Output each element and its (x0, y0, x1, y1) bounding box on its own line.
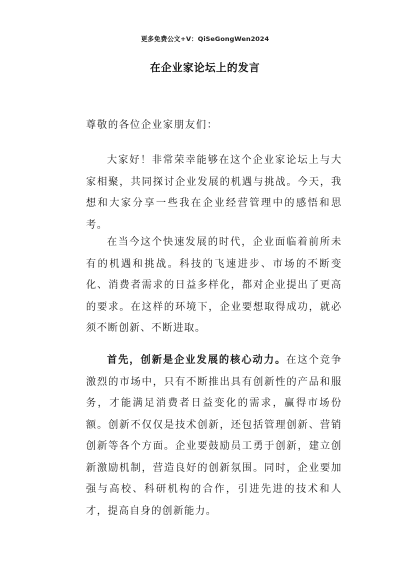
paragraph-context (86, 232, 342, 340)
document-title: 在企业家论坛上的发言 (150, 62, 260, 74)
paragraph-greeting (86, 150, 342, 236)
paragraph-innovation (86, 350, 342, 522)
paragraph-text: 在这个竞争激烈的市场中，只有不断推出具有创新性的产品和服务，才能满足消费者日益变化的需求，赢得市场份额。创新不仅仅是技术创新，还包括管理创新、营销创新等各个方面。企业要鼓励员工勇于创新，建立创新激励机制，营造良好的创新氛围。同时，企业要加强与高校、科研机构的合作，引进先进的技术和人才，提高自身的创新能力。 (86, 355, 342, 517)
paragraph-text: 大家好！非常荣幸能够在这个企业家论坛上与大家相聚，共同探讨企业发展的机遇与挑战。今天，我想和大家分享一些我在企业经营管理中的感悟和思考。 (86, 155, 342, 231)
paragraph-text: 在当今这个快速发展的时代，企业面临着前所未有的机遇和挑战。科技的飞速进步、市场的不断变化、消费者需求的日益多样化，都对企业提出了更高的要求。在这样的环境下，企业要想取得成功，就必须不断创新、不断进取。 (86, 237, 342, 334)
header-note: 更多免费公文+V：QiSeGongWen2024 (140, 35, 270, 43)
salutation: 尊敬的各位企业家朋友们： (86, 120, 218, 131)
paragraph-lead: 首先，创新是企业发展的核心动力。 (107, 355, 287, 366)
